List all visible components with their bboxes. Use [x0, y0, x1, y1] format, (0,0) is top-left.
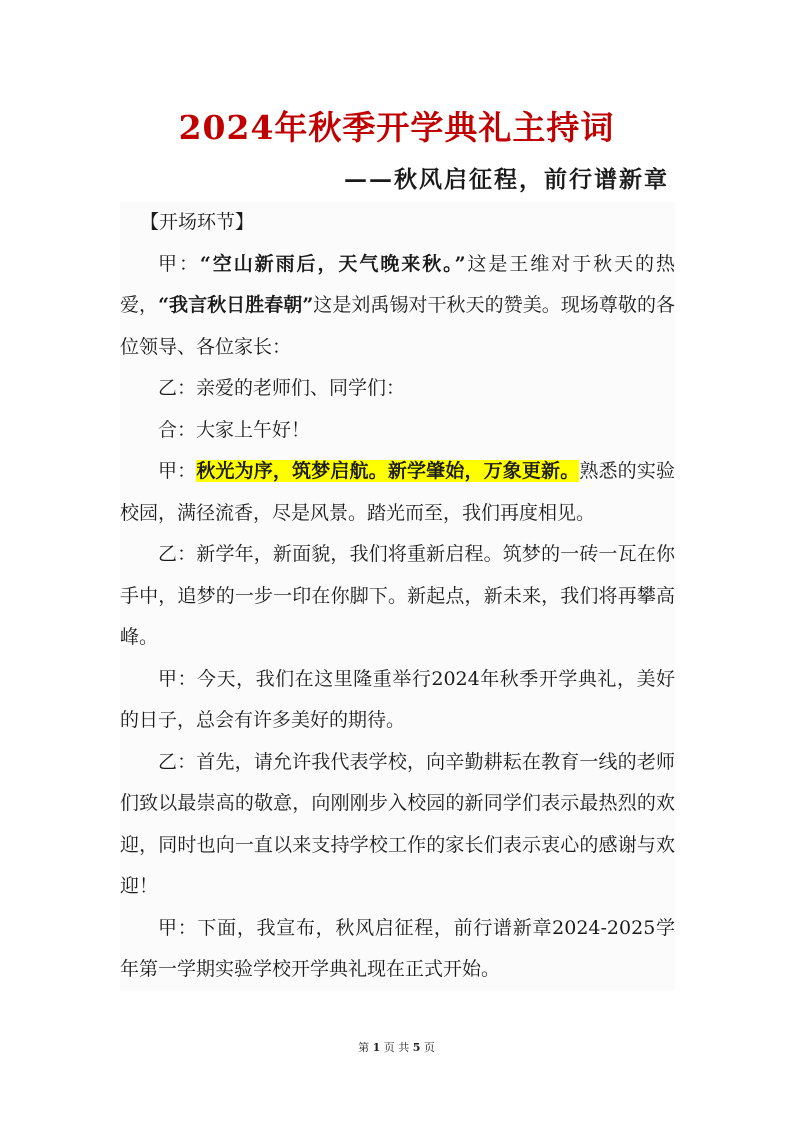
footer-prefix: 第	[358, 1041, 370, 1054]
paragraph-7: 乙：首先，请允许我代表学校，向辛勤耕耘在教育一线的老师们致以最崇高的敬意，向刚刚步入校园的新同学们表示最热烈的欢迎，同时也向一直以来支持学校工作的家长们表示衷心的感谢与欢迎！	[120, 750, 675, 897]
paragraph-2: 乙：亲爱的老师们、同学们：	[158, 377, 406, 399]
poem-quote-liuyuxi: “我言秋日胜春朝”	[158, 294, 314, 316]
footer-mid: 页 共	[383, 1041, 410, 1054]
paragraph-1	[120, 244, 675, 369]
highlighted-text: 秋光为序，筑梦启航。新学肇始，万象更新。	[196, 460, 580, 482]
document-title: 2024年秋季开学典礼主持词	[178, 108, 615, 147]
paragraph-text: 这是刘禹锡对干秋天的赞美。现场尊敬的各位领导、各位家长：	[120, 294, 675, 358]
footer-suffix: 页	[423, 1041, 435, 1054]
speaker-label: 甲：	[158, 460, 197, 482]
paragraph-4	[120, 451, 675, 534]
total-page-count: 5	[412, 1041, 421, 1054]
paragraph-6: 甲：今天，我们在这里隆重举行2024年秋季开学典礼，美好的日子，总会有许多美好的期待。	[120, 667, 675, 731]
paragraph-3: 合：大家上午好！	[158, 418, 311, 441]
section-heading: 【开场环节】	[140, 211, 255, 233]
paragraph-5: 乙：新学年，新面貌，我们将重新启程。筑梦的一砖一瓦在你手中，追梦的一步一印在你脚下。新起点，新未来，我们将再攀高峰。	[120, 543, 675, 648]
document-subtitle: ——秋风启征程，前行谱新章	[344, 166, 669, 193]
document-body	[120, 202, 675, 991]
poem-quote-wangwei: “空山新雨后，天气晚来秋。”	[199, 252, 466, 275]
paragraph-text: 熟悉的实验校园，满径流香，尽是风景。踏光而至，我们再度相见。	[120, 460, 675, 524]
current-page-number: 1	[372, 1041, 381, 1054]
paragraph-text: 这是王维对于秋天的热爱，	[120, 252, 675, 316]
page-footer	[0, 1040, 793, 1056]
paragraph-8: 甲：下面，我宣布，秋风启征程，前行谱新章2024-2025学年第一学期实验学校开学典礼现在正式开始。	[120, 916, 675, 980]
speaker-label: 甲：	[158, 252, 200, 275]
